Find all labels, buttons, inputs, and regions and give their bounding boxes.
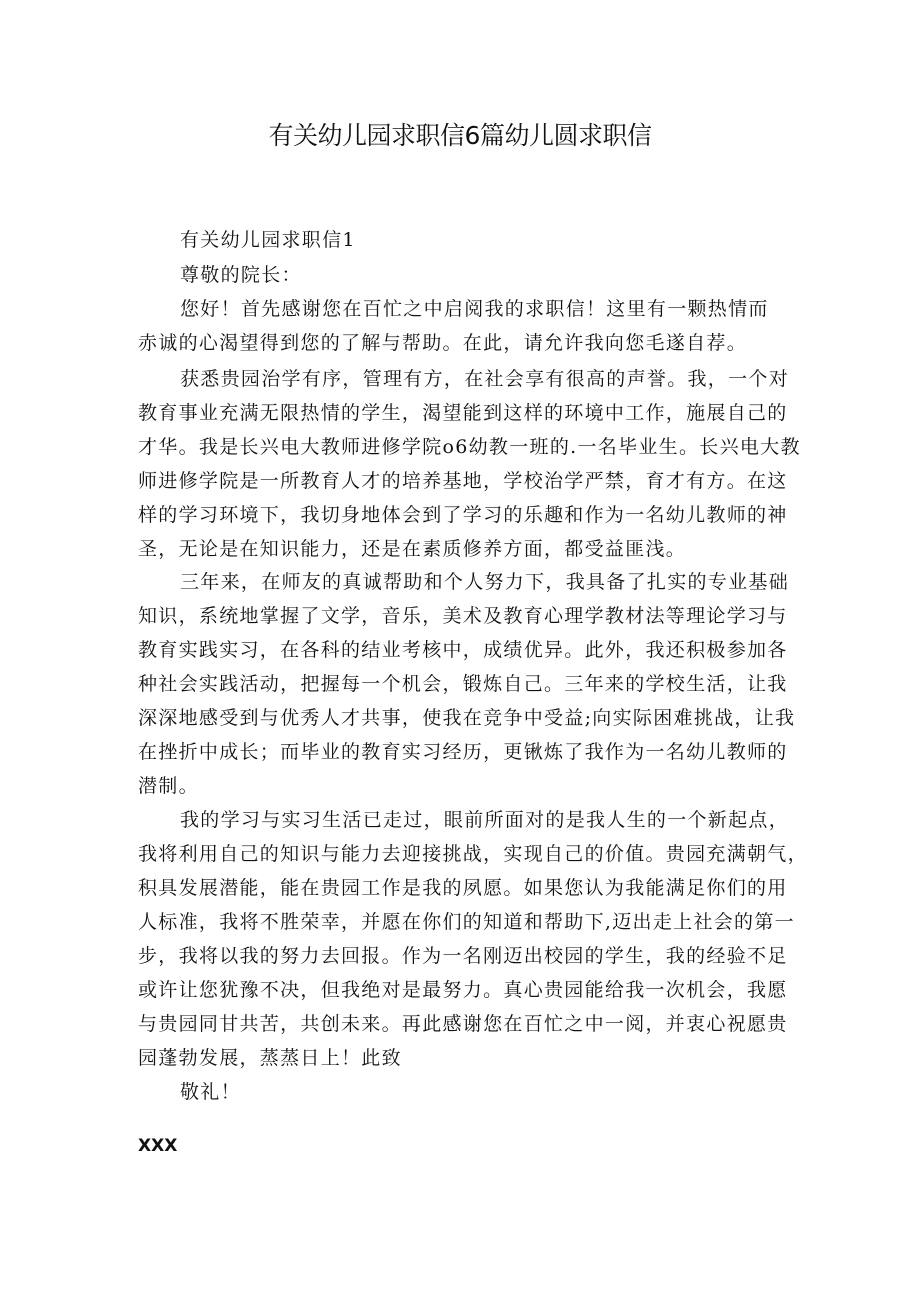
text-line: 样的学习环境下，我切身地体会到了学习的乐趣和作为一名幼儿教师的神 bbox=[138, 504, 788, 526]
text-line: 师进修学院是一所教育人才的培养基地，学校治学严禁，育才有方。在这 bbox=[138, 470, 788, 492]
text-line: 人标准，我将不胜荣幸，并愿在你们的知道和帮助下,迈出走上社会的第一 bbox=[138, 911, 795, 933]
text-line: 步，我将以我的努力去回报。作为一名刚迈出校园的学生，我的经验不足 bbox=[138, 945, 788, 967]
text-line: 我的学习与实习生活已走过，眼前所面对的是我人生的一个新起点， bbox=[180, 809, 790, 831]
text-line: 三年来，在师友的真诚帮助和个人努力下，我具备了扎实的专业基础 bbox=[180, 571, 790, 593]
text-line: 潜制。 bbox=[138, 775, 199, 797]
text-line: 深深地感受到与优秀人才共事，使我在竞争中受益;向实际困难挑战，让我 bbox=[138, 707, 796, 729]
text-line: 才华。我是长兴电大教师进修学院o6幼教一班的.一名毕业生。长兴电大教 bbox=[138, 436, 801, 458]
text-line: 在挫折中成长；而毕业的教育实习经历，更锹炼了我作为一名幼儿教师的 bbox=[138, 741, 788, 763]
text-line: 赤诚的心渴望得到您的了解与帮助。在此，请允许我向您毛遂自荐。 bbox=[138, 332, 748, 354]
text-line: 获悉贵园治学有序，管理有方，在社会享有很高的声誉。我，一个对 bbox=[180, 368, 790, 390]
text-line: 我将利用自己的知识与能力去迎接挑战，实现自己的价值。贵园充满朝气， bbox=[138, 843, 808, 865]
closing: 敬礼！ bbox=[180, 1081, 241, 1103]
text-line: 教育事业充满无限热情的学生，渴望能到这样的环境中工作，施展自己的 bbox=[138, 402, 788, 424]
text-line: 园蓬勃发展，蒸蒸日上！此致 bbox=[138, 1047, 402, 1069]
text-line: 种社会实践活动，把握每一个机会，锻炼自己。三年来的学校生活，让我 bbox=[138, 673, 788, 695]
text-line: 或许让您犹豫不决，但我绝对是最努力。真心贵园能给我一次机会，我愿 bbox=[138, 979, 788, 1001]
text-line: 圣，无论是在知识能力，还是在素质修养方面，都受益匪浅。 bbox=[138, 538, 687, 560]
text-line: 教育实践实习，在各科的结业考核中，成绩优异。此外，我还积极参加各 bbox=[138, 639, 788, 661]
text-line: 与贵园同甘共苦，共创未来。再此感谢您在百忙之中一阅，并衷心祝愿贵 bbox=[138, 1013, 788, 1035]
text-line: 知识，系统地掌握了文学，音乐，美术及教育心理学教材法等理论学习与 bbox=[138, 605, 788, 627]
salutation: 尊敬的院长： bbox=[180, 264, 302, 286]
text-line: 积具发展潜能，能在贵园工作是我的夙愿。如果您认为我能满足你们的用 bbox=[138, 877, 788, 899]
text-line: 您好！首先感谢您在百忙之中启阅我的求职信！这里有一颗热情而 bbox=[180, 298, 769, 320]
document-title: 有关幼儿园求职信6篇幼儿圆求职信 bbox=[268, 121, 652, 150]
letter-heading: 有关幼儿园求职信1 bbox=[180, 229, 356, 251]
signature: XXX bbox=[138, 1136, 178, 1156]
